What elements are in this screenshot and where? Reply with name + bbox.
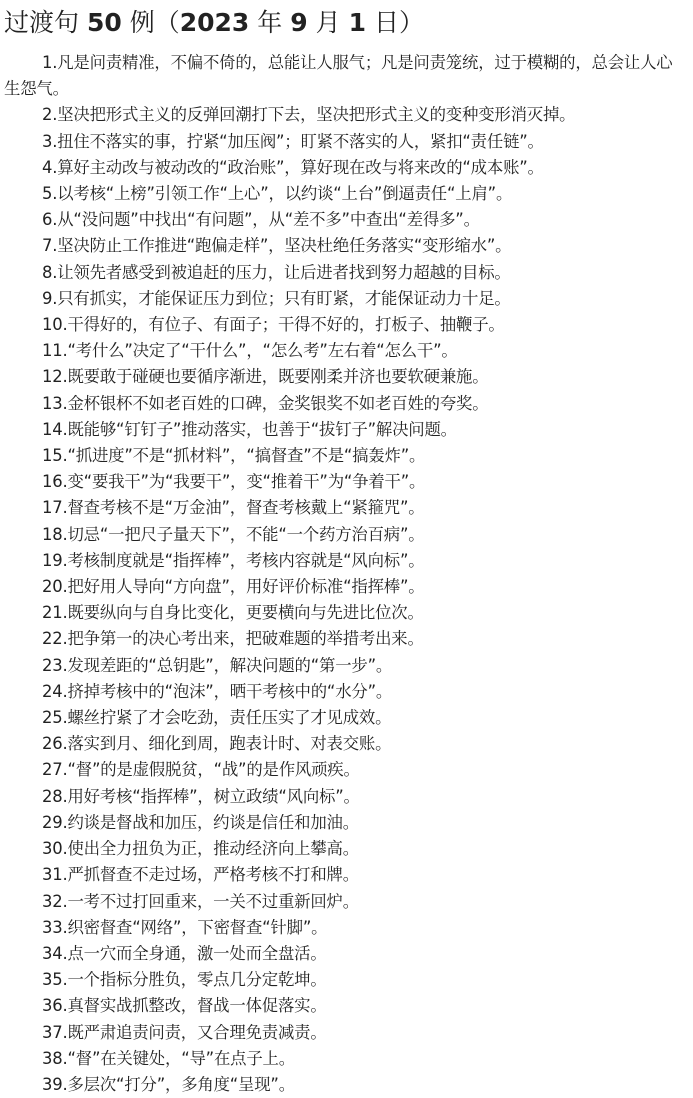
list-item: 30.使出全力扭负为正，推动经济向上攀高。 [42, 839, 359, 859]
list-item: 22.把争第一的决心考出来，把破难题的举措考出来。 [42, 629, 424, 649]
title-prefix: 过渡句 [4, 8, 80, 37]
list-item: 20.把好用人导向“方向盘”，用好评价标准“指挥棒”。 [42, 577, 425, 597]
list-item: 12.既要敢于碰硬也要循序渐进，既要刚柔并济也要软硬兼施。 [42, 367, 489, 387]
list-item: 15.“抓进度”不是“抓材料”，“搞督查”不是“搞轰炸”。 [42, 446, 426, 466]
list-item: 10.干得好的，有位子、有面子；干得不好的，打板子、抽鞭子。 [42, 315, 505, 335]
list-item: 26.落实到月、细化到周，跑表计时、对表交账。 [42, 734, 392, 754]
list-item: 11.“考什么”决定了“干什么”，“怎么考”左右着“怎么干”。 [42, 341, 458, 361]
list-item: 38.“督”在关键处，“导”在点子上。 [42, 1048, 295, 1068]
list-item: 21.既要纵向与自身比变化，更要横向与先进比位次。 [42, 603, 424, 623]
list-item: 33.织密督查“网络”，下密督查“针脚”。 [42, 917, 328, 937]
list-item: 23.发现差距的“总钥匙”，解决问题的“第一步”。 [42, 655, 393, 675]
list-item: 2.坚决把形式主义的反弹回潮打下去，坚决把形式主义的变种变形消灭掉。 [42, 105, 576, 125]
list-item: 28.用好考核“指挥棒”，树立政绩“风向标”。 [42, 786, 360, 806]
list-item: 18.切忌“一把尺子量天下”，不能“一个药方治百病”。 [42, 524, 425, 544]
list-item: 7.坚决防止工作推进“跑偏走样”，坚决杜绝任务落实“变形缩水”。 [42, 236, 512, 256]
sentence-list [4, 50, 689, 1098]
title-year-unit: 年 [257, 8, 283, 37]
title-day: 1 [348, 8, 366, 37]
title-suffix: 例（ [129, 8, 180, 37]
list-item: 5.以考核“上榜”引领工作“上心”，以约谈“上台”倒逼责任“上肩”。 [42, 184, 513, 204]
list-item: 6.从“没问题”中找出“有问题”，从“差不多”中查出“差得多”。 [42, 210, 480, 230]
list-item: 14.既能够“钉钉子”推动落实，也善于“拔钉子”解决问题。 [42, 419, 457, 439]
list-item: 3.扭住不落实的事，拧紧“加压阀”；盯紧不落实的人，紧扣“责任链”。 [42, 131, 544, 151]
list-item: 19.考核制度就是“指挥棒”，考核内容就是“风向标”。 [42, 550, 425, 570]
title-year: 2023 [179, 8, 250, 37]
list-item: 13.金杯银杯不如老百姓的口碑，金奖银奖不如老百姓的夸奖。 [42, 393, 489, 413]
list-item: 25.螺丝拧紧了才会吃劲，责任压实了才见成效。 [42, 708, 392, 728]
list-item: 37.既严肃追责问责，又合理免责减责。 [42, 1022, 327, 1042]
title-count: 50 [86, 8, 122, 37]
list-item: 36.真督实战抓整改，督战一体促落实。 [42, 996, 327, 1016]
list-item: 24.挤掉考核中的“泡沫”，晒干考核中的“水分”。 [42, 681, 393, 701]
list-item: 39.多层次“打分”，多角度“呈现”。 [42, 1074, 295, 1094]
list-item: 17.督查考核不是“万金油”，督查考核戴上“紧箍咒”。 [42, 498, 425, 518]
title-month: 9 [290, 8, 308, 37]
list-item: 9.只有抓实，才能保证压力到位；只有盯紧，才能保证动力十足。 [42, 288, 511, 308]
list-item: 34.点一穴而全身通，激一处而全盘活。 [42, 943, 327, 963]
list-item: 31.严抓督查不走过场，严格考核不打和牌。 [42, 865, 359, 885]
title-month-unit: 月 [315, 8, 341, 37]
list-item: 27.“督”的是虚假脱贫，“战”的是作风顽疾。 [42, 760, 360, 780]
list-item: 35.一个指标分胜负，零点几分定乾坤。 [42, 970, 327, 990]
list-item: 16.变“要我干”为“我要干”，变“推着干”为“争着干”。 [42, 472, 426, 492]
title-day-unit: 日） [373, 8, 424, 37]
list-item: 32.一考不过打回重来，一关不过重新回炉。 [42, 891, 359, 911]
page-title [4, 6, 689, 40]
list-item: 8.让领先者感受到被追赶的压力，让后进者找到努力超越的目标。 [42, 262, 511, 282]
list-item: 4.算好主动改与被动改的“政治账”，算好现在改与将来改的“成本账”。 [42, 157, 544, 177]
list-item: 1.凡是问责精准，不偏不倚的，总能让人服气；凡是问责笼统，过于模糊的，总会让人心生怨气。 [4, 53, 673, 99]
list-item: 29.约谈是督战和加压，约谈是信任和加油。 [42, 812, 359, 832]
